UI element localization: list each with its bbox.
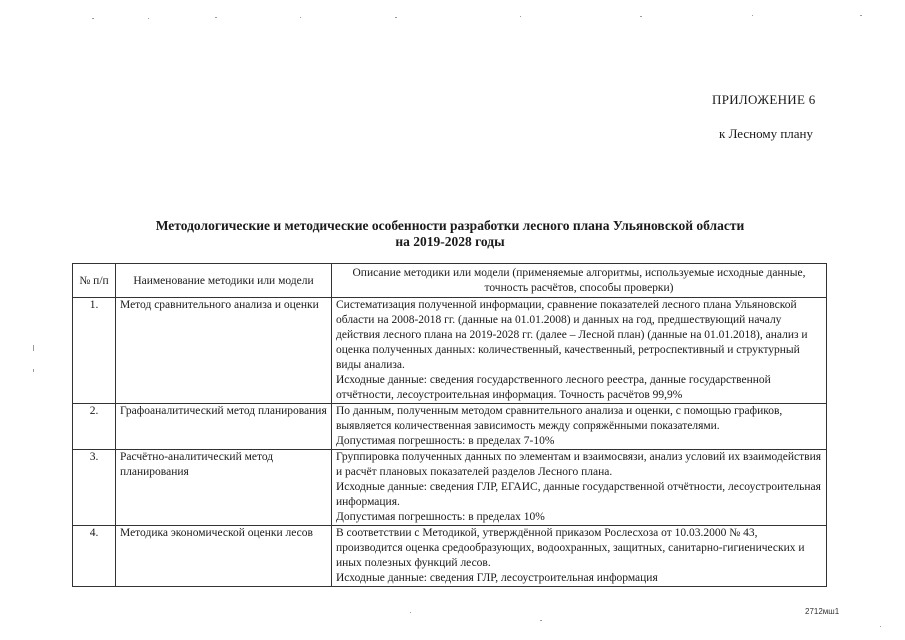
- document-title-line-2: на 2019-2028 годы: [395, 234, 505, 249]
- row-number: 3.: [73, 450, 116, 526]
- method-description: [332, 404, 827, 450]
- table-row: [73, 450, 827, 526]
- description-paragraph: Группировка полученных данных по элементам и взаимосвязи, анализ условий их взаимодействия и расчёт плановых показателей разделов Лесного плана.: [336, 451, 822, 478]
- appendix-subtitle: к Лесному плану: [719, 126, 814, 141]
- table-header-row: [73, 264, 827, 298]
- header-method-name: Наименование методики или модели: [116, 264, 332, 298]
- description-paragraph: Исходные данные: сведения государственного лесного реестра, данные государственной отчётности, лесоустроительная информация. Точность расчётов 99,9%: [336, 374, 771, 401]
- method-name: Расчётно-аналитический метод планирования: [116, 450, 332, 526]
- method-name: Методика экономической оценки лесов: [116, 526, 332, 587]
- header-method-description: Описание методики или модели (применяемые алгоритмы, используемые исходные данные, точность расчётов, способы проверки): [332, 264, 827, 298]
- method-name: Графоаналитический метод планирования: [116, 404, 332, 450]
- description-paragraph: Допустимая погрешность: в пределах 10%: [336, 511, 545, 523]
- document-title: [80, 218, 820, 250]
- appendix-title: ПРИЛОЖЕНИЕ 6: [712, 92, 816, 107]
- description-paragraph: В соответствии с Методикой, утверждённой приказом Рослесхоза от 10.03.2000 № 43, производится оценка средообразующих, водоохранных, защитных, санитарно-гигиенических и иных полезных функций лесов.: [336, 527, 805, 569]
- methods-table: [72, 263, 827, 587]
- table-row: [73, 404, 827, 450]
- method-description: [332, 526, 827, 587]
- table-row: [73, 526, 827, 587]
- header-number: № п/п: [73, 264, 116, 298]
- method-description: [332, 298, 827, 404]
- row-number: 4.: [73, 526, 116, 587]
- method-description: [332, 450, 827, 526]
- row-number: 2.: [73, 404, 116, 450]
- description-paragraph: Систематизация полученной информации, сравнение показателей лесного плана Ульяновской области на 2008-2018 гг. (данные на 01.01.2008) и данных на год, предшествующий началу действия лесного плана на 2019-2028 гг. (далее – Лесной план) (данные на 01.01.2018), анализ и оценка полученных данных: количественный, качественный, ретроспективный и структурный виды анализа.: [336, 299, 808, 371]
- description-paragraph: Допустимая погрешность: в пределах 7-10%: [336, 435, 555, 447]
- description-paragraph: Исходные данные: сведения ГЛР, ЕГАИС, данные государственной отчётности, лесоустроительная информация.: [336, 481, 821, 508]
- method-name: Метод сравнительного анализа и оценки: [116, 298, 332, 404]
- description-paragraph: Исходные данные: сведения ГЛР, лесоустроительная информация: [336, 572, 658, 584]
- page-code: 2712мш1: [805, 607, 840, 616]
- document-title-line-1: Методологические и методические особенности разработки лесного плана Ульяновской области: [155, 218, 745, 233]
- table-row: [73, 298, 827, 404]
- description-paragraph: По данным, полученным методом сравнительного анализа и оценки, с помощью графиков, выявляется количественная зависимость между сопряжёнными показателями.: [336, 405, 783, 432]
- row-number: 1.: [73, 298, 116, 404]
